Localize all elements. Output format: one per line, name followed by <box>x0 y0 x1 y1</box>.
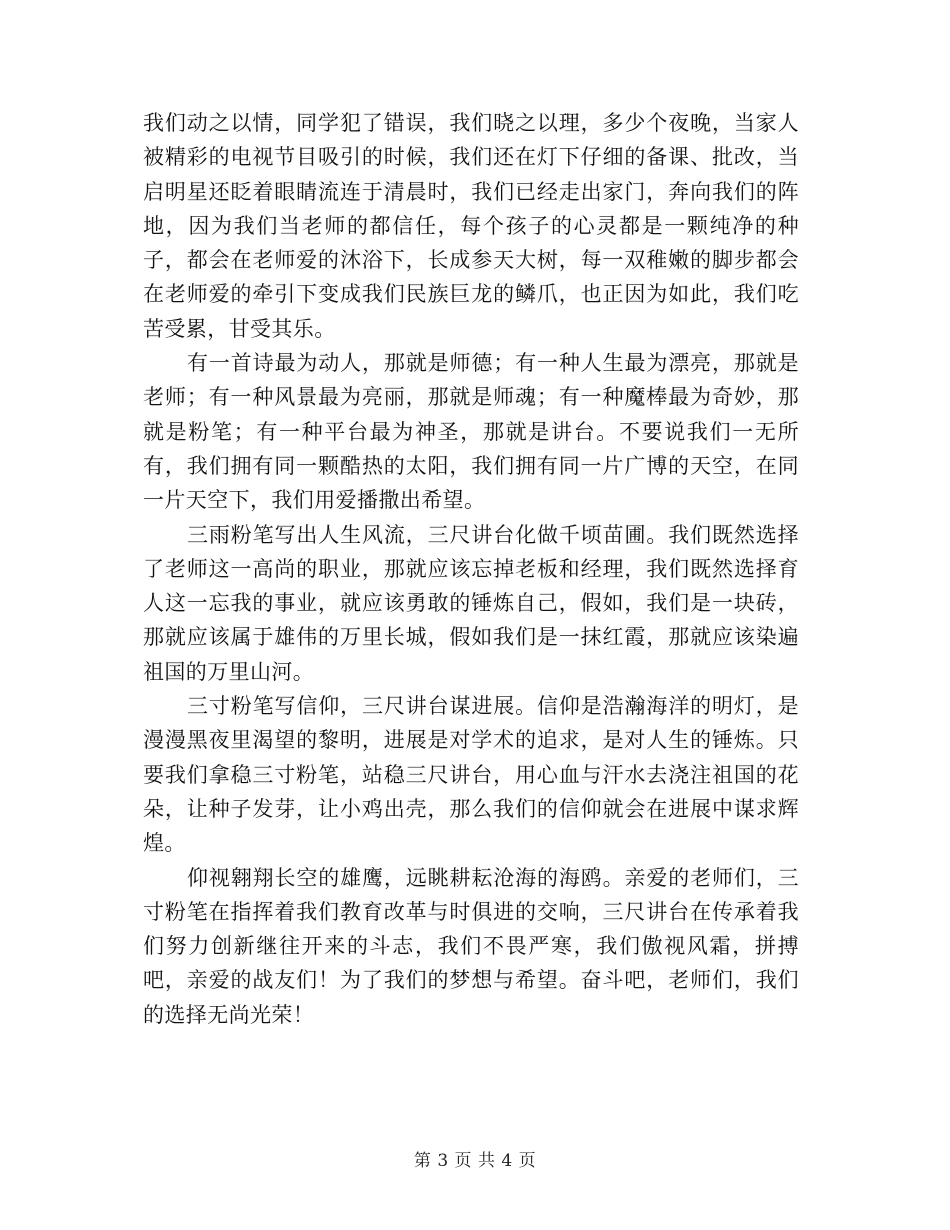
paragraph: 三寸粉笔写信仰，三尺讲台谋进展。信仰是浩瀚海洋的明灯，是漫漫黑夜里渴望的黎明，进展是对学术的追求，是对人生的锤炼。只要我们拿稳三寸粉笔，站稳三尺讲台，用心血与汗水去浇注祖国的花朵，让种子发芽，让小鸡出壳，那么我们的信仰就会在进展中谋求辉煌。 <box>143 694 799 856</box>
paragraph: 仰视翱翔长空的雄鹰，远眺耕耘沧海的海鸥。亲爱的老师们，三寸粉笔在指挥着我们教育改革与时俱进的交响，三尺讲台在传承着我们努力创新继往开来的斗志，我们不畏严寒，我们傲视风霜，拼搏吧，亲爱的战友们！为了我们的梦想与希望。奋斗吧，老师们，我们的选择无尚光荣！ <box>143 865 799 1027</box>
page-number-footer: 第 3 页 共 4 页 <box>413 1151 537 1171</box>
paragraph-continuation: 我们动之以情，同学犯了错误，我们晓之以理，多少个夜晚，当家人被精彩的电视节目吸引的时候，我们还在灯下仔细的备课、批改，当启明星还眨着眼睛流连于清晨时，我们已经走出家门，奔向我们的阵地，因为我们当老师的都信任，每个孩子的心灵都是一颗纯净的种子，都会在老师爱的沐浴下，长成参天大树，每一双稚嫩的脚步都会在老师爱的牵引下变成我们民族巨龙的鳞爪，也正因为如此，我们吃苦受累，甘受其乐。 <box>143 111 799 341</box>
paragraph: 三雨粉笔写出人生风流，三尺讲台化做千顷苗圃。我们既然选择了老师这一高尚的职业，那就应该忘掉老板和经理，我们既然选择育人这一忘我的事业，就应该勇敢的锤炼自己，假如，我们是一块砖，那就应该属于雄伟的万里长城，假如我们是一抹红霞，那就应该染遍祖国的万里山河。 <box>143 522 799 684</box>
body-text <box>143 106 799 1032</box>
paragraph: 有一首诗最为动人，那就是师德；有一种人生最为漂亮，那就是老师；有一种风景最为亮丽，那就是师魂；有一种魔棒最为奇妙，那就是粉笔；有一种平台最为神圣，那就是讲台。不要说我们一无所有，我们拥有同一颗酷热的太阳，我们拥有同一片广博的天空，在同一片天空下，我们用爱播撒出希望。 <box>143 351 799 513</box>
